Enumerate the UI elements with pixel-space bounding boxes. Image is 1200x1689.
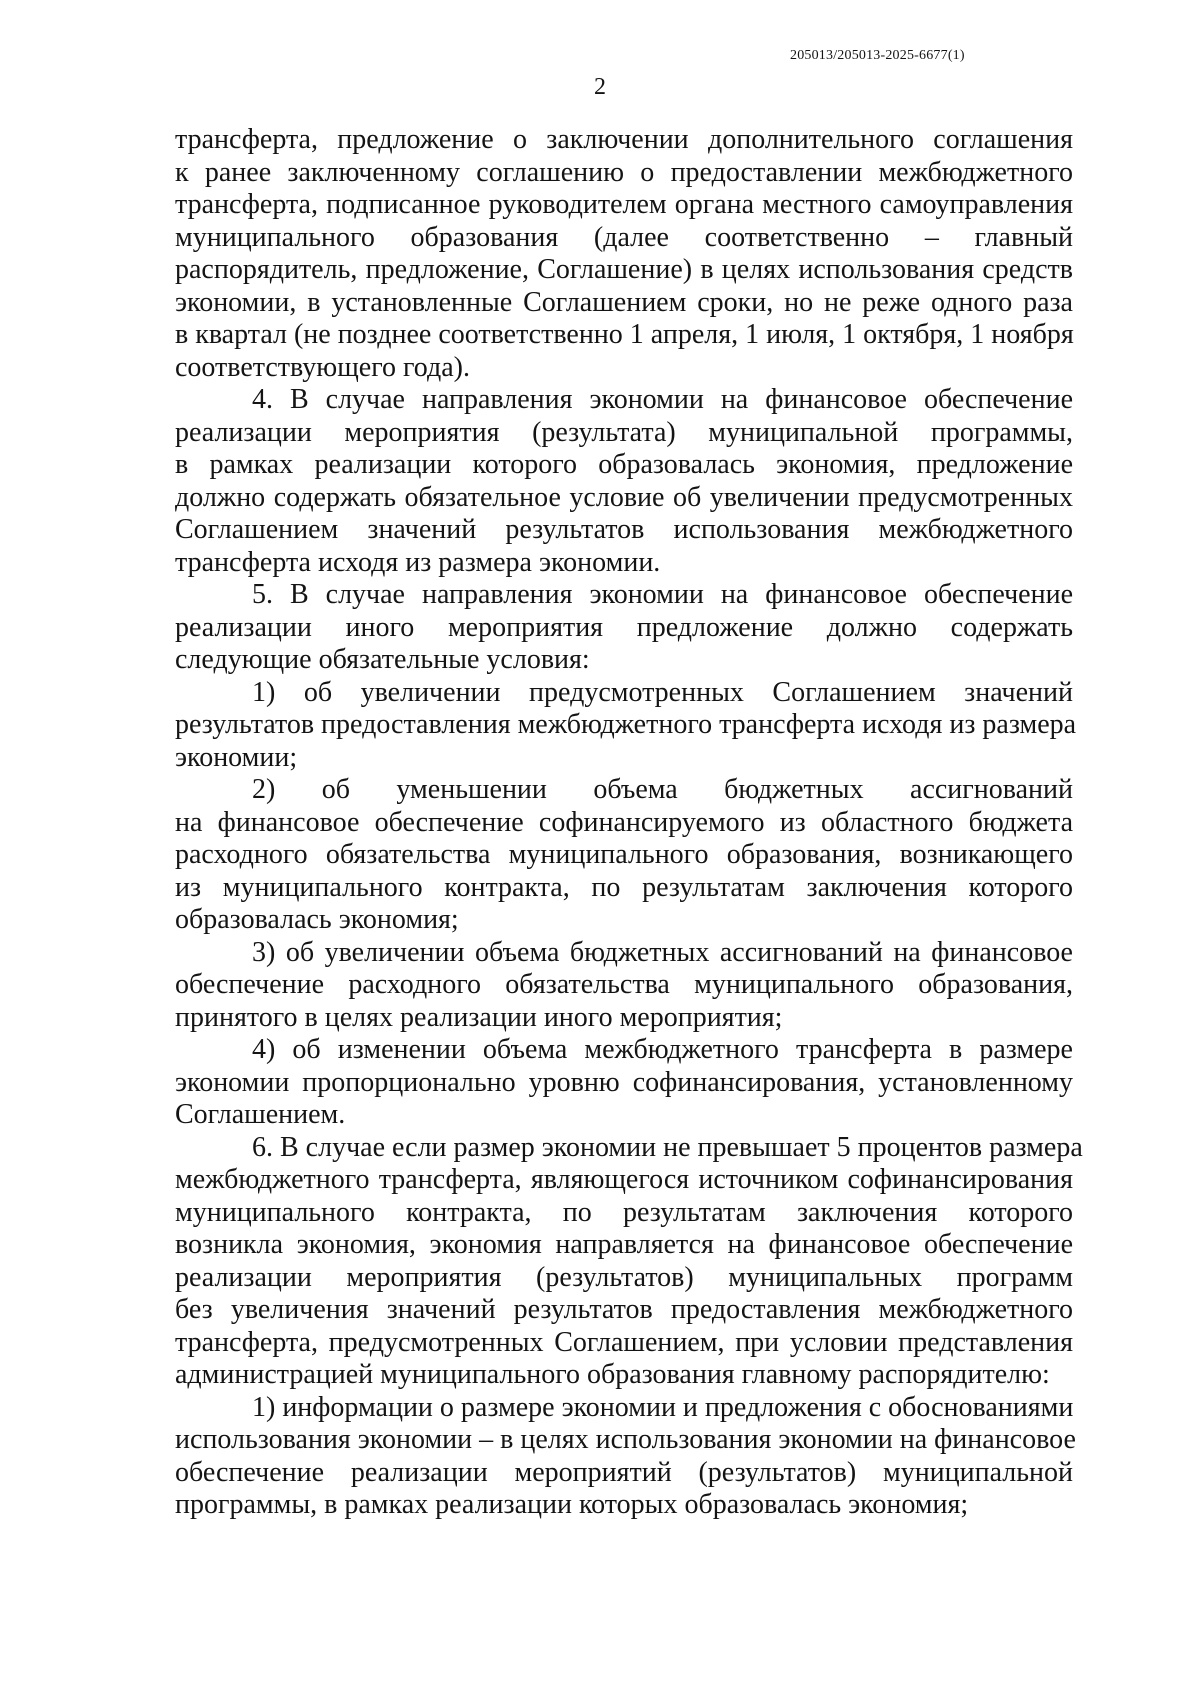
text-line: использования экономии – в целях использования экономии на финансовое — [175, 1424, 1076, 1455]
document-body — [175, 124, 1083, 1522]
paragraph-6-first-line: 6. В случае если размер экономии не превышает 5 процентов размера — [252, 1131, 1083, 1163]
text-line: распорядитель, предложение, Соглашение) в целях использования средств — [175, 254, 1073, 285]
text-line: трансферта исходя из размера экономии. — [175, 546, 661, 578]
text-line: реализации иного мероприятия предложение должно содержать — [175, 611, 1073, 643]
text-line: Соглашением значений результатов использования межбюджетного — [175, 514, 1073, 545]
text-line: Соглашением. — [175, 1099, 346, 1130]
text-line: муниципального контракта, по результатам заключения которого — [175, 1196, 1073, 1228]
text-line: соответствующего года). — [175, 351, 470, 383]
text-line: трансферта, предусмотренных Соглашением, при условии представления — [175, 1326, 1073, 1358]
text-line: принятого в целях реализации иного мероприятия; — [175, 1001, 783, 1033]
text-line: экономии; — [175, 741, 298, 773]
text-line: реализации мероприятия (результата) муниципальной программы, — [175, 416, 1073, 448]
text-line: экономии, в установленные Соглашением сроки, но не реже одного раза — [175, 286, 1073, 318]
text-line: на финансовое обеспечение софинансируемого из областного бюджета — [175, 806, 1073, 838]
list-item-2-first-line: 2) об уменьшении объема бюджетных ассигнований — [252, 774, 1073, 805]
text-line: должно содержать обязательное условие об увеличении предусмотренных — [175, 481, 1073, 513]
text-line: расходного обязательства муниципального образования, возникающего — [175, 839, 1073, 870]
page-number: 2 — [594, 74, 606, 100]
text-line: программы, в рамках реализации которых образовалась экономия; — [175, 1489, 969, 1520]
text-line: межбюджетного трансферта, являющегося источником софинансирования — [175, 1164, 1073, 1195]
text-line: экономии пропорционально уровню софинансирования, установленному — [175, 1066, 1073, 1098]
list-item-3-first-line: 3) об увеличении объема бюджетных ассигнований на финансовое — [252, 936, 1073, 968]
document-registration-number: 205013/205013-2025-6677(1) — [790, 48, 965, 63]
text-line: в квартал (не позднее соответственно 1 апреля, 1 июля, 1 октября, 1 ноября — [175, 319, 1074, 350]
text-line: трансферта, подписанное руководителем органа местного самоуправления — [175, 189, 1073, 220]
text-line: к ранее заключенному соглашению о предоставлении межбюджетного — [175, 156, 1073, 188]
text-line: администрацией муниципального образования главному распорядителю: — [175, 1359, 1050, 1390]
text-line: обеспечение реализации мероприятий (результатов) муниципальной — [175, 1456, 1073, 1488]
paragraph-5-first-line: 5. В случае направления экономии на финансовое обеспечение — [252, 579, 1073, 610]
text-line: муниципального образования (далее соответственно – главный — [175, 221, 1073, 253]
text-line: реализации мероприятия (результатов) муниципальных программ — [175, 1261, 1073, 1293]
list-item-4-first-line: 4) об изменении объема межбюджетного трансферта в размере — [252, 1034, 1073, 1065]
text-line: образовалась экономия; — [175, 904, 459, 935]
text-line: следующие обязательные условия: — [175, 644, 590, 675]
text-line: без увеличения значений результатов предоставления межбюджетного — [175, 1294, 1073, 1325]
text-line: обеспечение расходного обязательства муниципального образования, — [175, 969, 1073, 1000]
text-line: результатов предоставления межбюджетного трансферта исходя из размера — [175, 709, 1077, 740]
list-item-1-first-line: 1) об увеличении предусмотренных Соглашением значений — [252, 676, 1073, 708]
text-line: из муниципального контракта, по результатам заключения которого — [175, 871, 1073, 903]
paragraph-4-first-line: 4. В случае направления экономии на финансовое обеспечение — [252, 384, 1073, 415]
text-line: в рамках реализации которого образовалась экономия, предложение — [175, 449, 1073, 480]
paragraph-6-item-1-first-line: 1) информации о размере экономии и предложения с обоснованиями — [252, 1391, 1074, 1423]
text-line: возникла экономия, экономия направляется на финансовое обеспечение — [175, 1229, 1073, 1260]
text-line: трансферта, предложение о заключении дополнительного соглашения — [175, 124, 1073, 155]
